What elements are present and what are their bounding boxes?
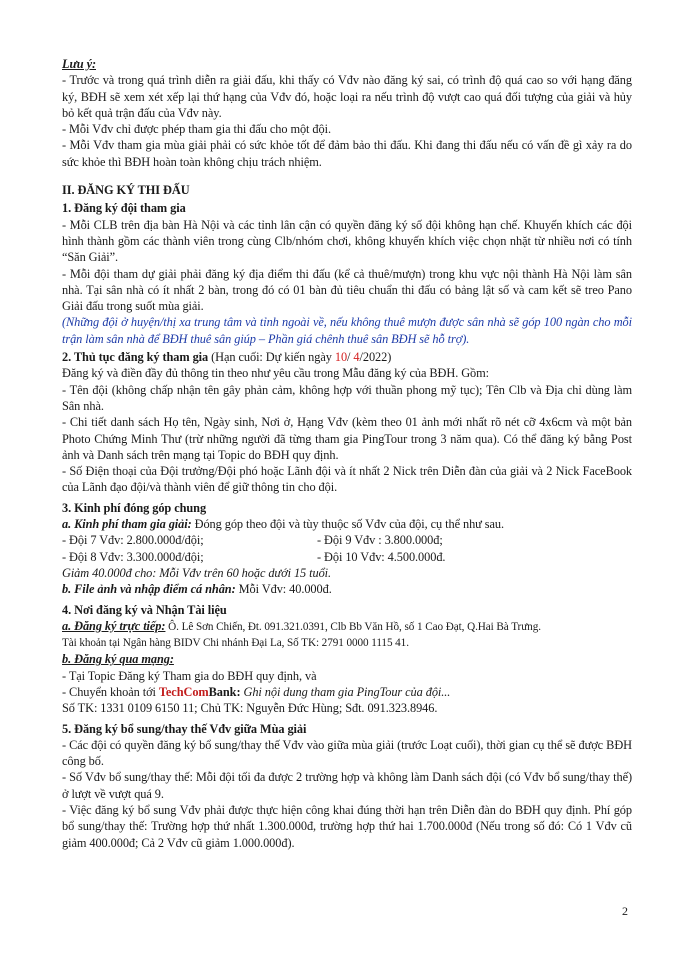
fee-item: - Đội 9 Vđv : 3.800.000đ; bbox=[317, 533, 443, 548]
subsection-4-heading: 4. Nơi đăng ký và Nhận Tài liệu bbox=[62, 602, 227, 617]
fee-b-line bbox=[62, 581, 632, 597]
fee-a-label: a. Kinh phí tham gia giải: bbox=[62, 517, 192, 532]
subsection-5-paragraph-1: - Các đội có quyền đăng ký bổ sung/thay thế Vđv vào giữa mùa giải (trước Loạt cuối), thời gian cụ thể sẽ được BĐH công bố. bbox=[62, 737, 632, 769]
subsection-1-paragraph-1: - Mỗi CLB trên địa bàn Hà Nội và các tỉnh lân cận có quyền đăng ký số đội không hạn chế. Khuyến khích các đội hình thành gồm các thành viên trong cùng Clb/nhóm chơi, không khuyến khích việc chọn nhặt từ nhiều nơi có tính “Săn Giải”. bbox=[62, 217, 632, 265]
note-paragraph-2: - Mỗi Vđv chỉ được phép tham gia thi đấu cho một đội. bbox=[62, 122, 331, 137]
fee-b-text: Mỗi Vđv: 40.000đ. bbox=[235, 582, 332, 597]
deadline-separator: / bbox=[347, 350, 354, 365]
register-direct-text: Ô. Lê Sơn Chiến, Đt. 091.321.0391, Clb Bb Văn Hồ, số 1 Cao Đạt, Q.Hai Bà Trưng. bbox=[165, 620, 541, 633]
deadline-day: 10 bbox=[334, 350, 348, 365]
subsection-5-paragraph-2: - Số Vđv bổ sung/thay thế: Mỗi đội tối đa được 2 trường hợp và không làm Danh sách đội (có Vđv bổ sung/thay thế) ở lượt về vượt quá 9. bbox=[62, 770, 632, 801]
fee-row-2 bbox=[62, 549, 632, 565]
page-number: 2 bbox=[622, 904, 628, 918]
section-heading: II. ĐĂNG KÝ THI ĐẤU bbox=[62, 183, 190, 198]
fee-a-text: Đóng góp theo đội và tùy thuộc số Vđv của đội, cụ thể như sau. bbox=[191, 517, 504, 532]
subsection-2-heading-line bbox=[62, 349, 632, 365]
register-online-item-2 bbox=[62, 684, 632, 700]
note-paragraph-1: - Trước và trong quá trình diễn ra giải đấu, khi thấy có Vđv nào đăng ký sai, có trình độ quá cao so với hạng đăng ký, BĐH sẽ xem xét xếp lại thứ hạng của Vđv đó, hoặc loại ra nếu trình độ vượt cao quá đối tượng của giải và hủy bỏ kết quả trận đấu của Vđv này. bbox=[62, 73, 632, 120]
subsection-2-paragraph-3: - Số Điện thoại của Đội trưởng/Đội phó hoặc Lãnh đội và ít nhất 2 Nick trên Diễn đàn của giải và 2 Nick FaceBook của Lãnh đạo đội/và thành viên để giữ thông tin cho đội. bbox=[62, 464, 632, 495]
subsection-3-heading: 3. Kinh phí đóng góp chung bbox=[62, 500, 207, 515]
subsection-5-heading: 5. Đăng ký bổ sung/thay thế Vđv giữa Mùa giải bbox=[62, 721, 307, 736]
subsection-1-note: (Những đội ở huyện/thị xa trung tâm và tỉnh ngoài về, nếu không thuê mượn được sân nhà sẽ góp 100 ngàn cho mỗi trận làm sân nhà để BĐH thuê sân giúp – Phần giá chênh thuê sân BĐH sẽ hỗ trợ). bbox=[62, 315, 632, 346]
bank-suffix: Bank: bbox=[208, 684, 244, 699]
fee-item: - Đội 7 Vđv: 2.800.000đ/đội; bbox=[62, 533, 204, 548]
fee-row-1 bbox=[62, 532, 632, 548]
note-title: Lưu ý: bbox=[62, 57, 96, 71]
deadline-year: /2022) bbox=[359, 350, 392, 365]
fee-b-label: b. File ảnh và nhập điểm cá nhân: bbox=[62, 582, 236, 597]
register-online-label: b. Đăng ký qua mạng: bbox=[62, 652, 174, 667]
subsection-2-paragraph-1: - Tên đội (không chấp nhận tên gây phản cảm, không hợp với thuần phong mỹ tục); Tên Clb và Địa chỉ dùng làm Sân nhà. bbox=[62, 382, 632, 413]
techcombank-logo-text: TechCom bbox=[158, 684, 209, 699]
subsection-5-paragraph-3: - Việc đăng ký bổ sung Vđv phải được thực hiện công khai đúng thời hạn trên Diễn đàn do BĐH quy định. Phí góp bổ sung/thay thế: Trường hợp thứ nhất 1.300.000đ, trường hợp thứ hai 1.700.000đ (Nếu trong số đó: Có 1 Vđv cũ giảm 400.000đ; Cả 2 Vđv cũ giảm 1.000.000đ). bbox=[62, 803, 632, 850]
fee-item: - Đội 8 Vđv: 3.300.000đ/đội; bbox=[62, 549, 204, 564]
transfer-note: Ghi nội dung tham gia PingTour của đội... bbox=[243, 684, 451, 699]
subsection-1-paragraph-2: - Mỗi đội tham dự giải phải đăng ký địa điểm thi đấu (kể cả thuê/mượn) trong khu vực nội thành Hà Nội làm sân nhà. Tại sân nhà có ít nhất 2 bàn, trong đó có 01 bàn đủ tiêu chuẩn thi đấu có bảng lật số và cam kết sẽ treo Pano Giải đấu trong suốt mùa giải. bbox=[62, 266, 632, 314]
transfer-prefix: - Chuyển khoản tới bbox=[62, 684, 159, 699]
fee-a-line bbox=[62, 516, 632, 532]
note-paragraph-3: - Mỗi Vđv tham gia mùa giải phải có sức khỏe tốt để đảm bảo thi đấu. Khi đang thi đấu nếu có vấn đề gì xảy ra do sức khỏe thì BĐH hoàn toàn không chịu trách nhiệm. bbox=[62, 138, 632, 169]
register-direct-line bbox=[62, 618, 632, 635]
register-online-item-1: - Tại Topic Đăng ký Tham gia do BĐH quy định, và bbox=[62, 668, 317, 683]
subsection-2-intro: Đăng ký và điền đầy đủ thông tin theo như yêu cầu trong Mẫu đăng ký của BĐH. Gồm: bbox=[62, 366, 490, 381]
deadline-month: 4 bbox=[353, 350, 360, 365]
bank-account-info: Tài khoản tại Ngân hàng BIDV Chi nhánh Đại La, Số TK: 2791 0000 1115 41. bbox=[62, 637, 409, 650]
fee-discount: Giảm 40.000đ cho: Mỗi Vđv trên 60 hoặc dưới 15 tuổi. bbox=[62, 565, 332, 580]
deadline-prefix: (Hạn cuối: Dự kiến ngày bbox=[208, 350, 335, 365]
register-direct-label: a. Đăng ký trực tiếp: bbox=[62, 618, 166, 633]
fee-item: - Đội 10 Vđv: 4.500.000đ. bbox=[317, 549, 446, 564]
subsection-2-paragraph-2: - Chi tiết danh sách Họ tên, Ngày sinh, Nơi ở, Hạng Vđv (kèm theo 01 ảnh mới nhất rõ nét cỡ 4x6cm và một bản Photo Chứng Minh Thư (trừ những người đã từng tham gia PingTour trong 3 năm qua). Có thể đăng ký bằng Post ảnh và Danh sách trên mạng tại Topic do BĐH quy định. bbox=[62, 415, 632, 462]
subsection-2-heading: 2. Thủ tục đăng ký tham gia bbox=[62, 350, 209, 365]
document-page bbox=[62, 56, 632, 851]
account-details: Số TK: 1331 0109 6150 11; Chủ TK: Nguyễn Đức Hùng; Sđt. 091.323.8946. bbox=[62, 701, 438, 716]
subsection-1-heading: 1. Đăng ký đội tham gia bbox=[62, 201, 186, 216]
